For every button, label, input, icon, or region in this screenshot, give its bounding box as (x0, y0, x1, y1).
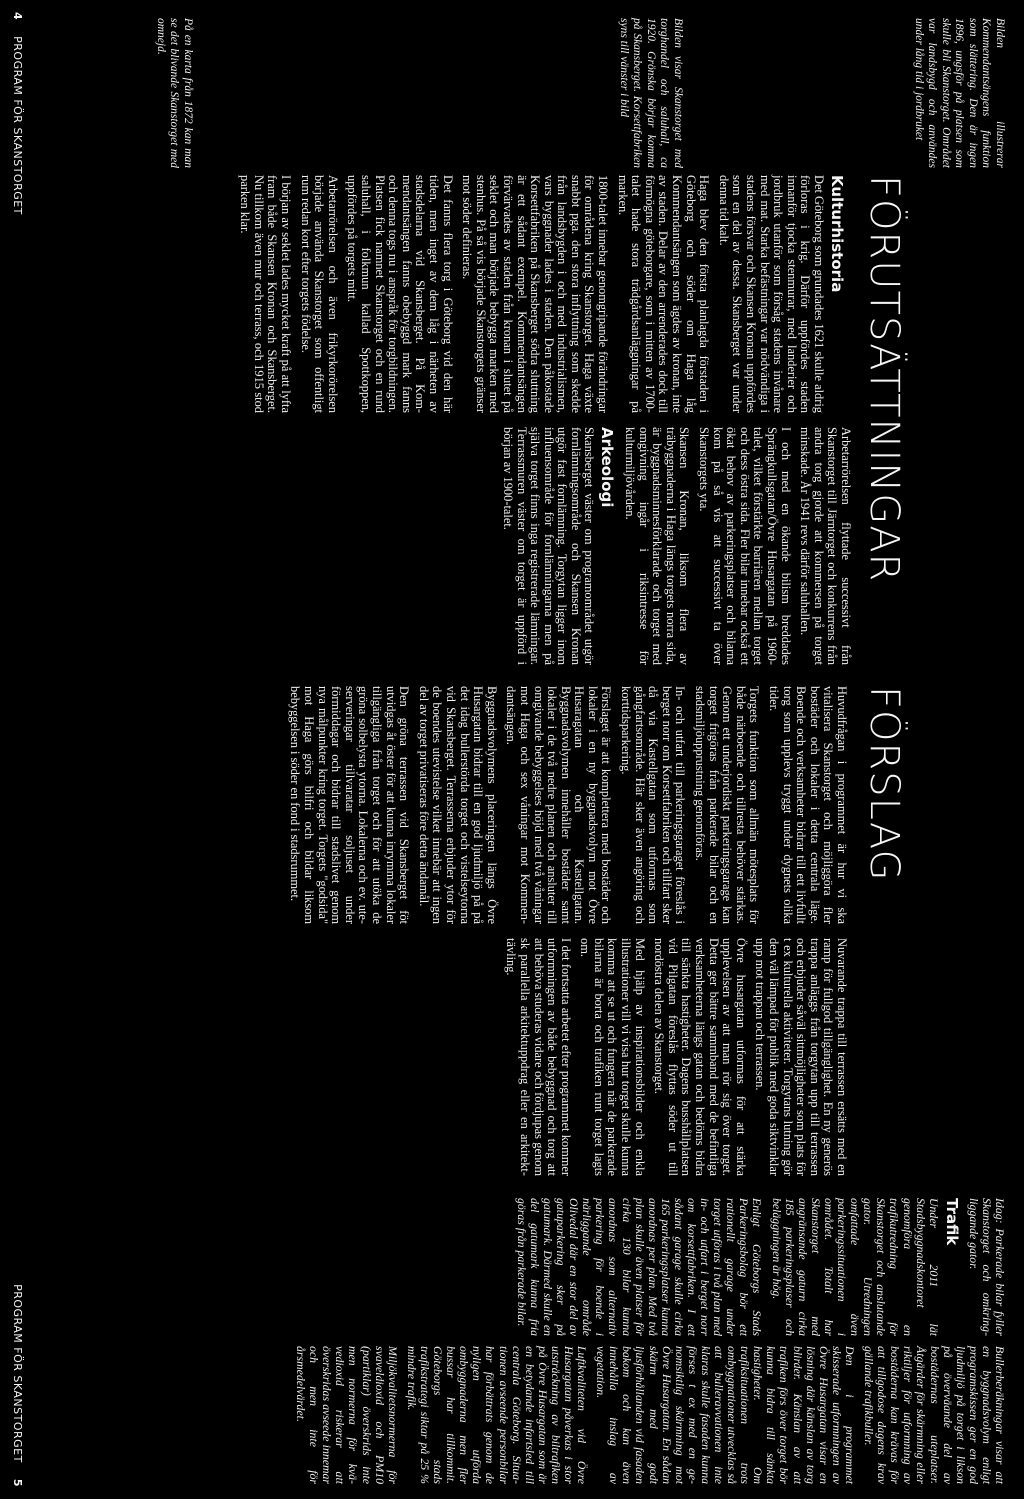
footer-label-right: PROGRAM FÖR SKANSTORGET (11, 1284, 24, 1463)
forutsattningar-col2 (494, 427, 852, 665)
paragraph: Det Göteborg som grundades 1621 skulle aldrig förloras i krig. Därför uppfördes staden innanför tjocka stenmurar, med landerier och jordbruk utanför som försåg stadens invånare med mat. Starka befästningar var nödvändiga i stadens försvar och Skansen Kronan uppfördes som en del av dessa. Skansberget var under denna tid kalt. (716, 175, 826, 413)
paragraph: Under 2011 lät Stadsbyggnadskontoret genomföra en trafikutredning för Skanstorget och anslutande gator. Utredningen omfattade även parkeringssituationen i området. Totalt har Skanstorget med angränsande gaturn cirka 185 parkeringsplaser och beläggningen är hög. (769, 1198, 941, 1336)
footer-right (11, 1284, 24, 1499)
paragraph: Torgets funktion som allmän mötesplats för både närboende och tillresta behöver stärkas. Genom ett underjordiskt parkeringsgarage kan torget frigöras från parkerade bilar och en stadsmiljöupprustning genomföras. (693, 686, 762, 924)
page-number-right: 5 (11, 1478, 24, 1487)
kulturhistoria-heading: Kulturhistoria (828, 175, 846, 293)
footer-label-left: PROGRAM FÖR SKANSTORGET (11, 36, 24, 215)
paragraph: Nuvarande trappa till terrassen ersätts med en ramp för fullgod tillgänglighet. En ny generös trappa anläggs från torgytan upp till terrassen och erbjuder såväl sittmöjligheter som plats för t ex kulturella aktiviteter. Torgytans lutning gör den väl lämpad för publik med goda siktvinklar upp mot trappan och terrassen. (753, 938, 849, 1176)
forutsattningar-col1 (232, 175, 852, 413)
paragraph: Haga blev den första planlagda förstaden i Göteborg och söder om Haga låg Kommendantsängen som ägdes av kronan, inte av staden. Delar av den arrenderades dock till förmögna göteborgare, som i mitten av 1700-talet hade stora trädgårdsanläggningar på marken. (615, 175, 712, 413)
caption-kommendantsangen: Bilden illustrerar Kommendantsängens funktion som slättering. Den är ingen 1896, ungsför på platsen som skulle bli Skanstorget. Området var landsbygd och användes under lång tid i jordbruket (913, 18, 1006, 168)
paragraph: I och med en ökande bilism breddades Sprängkullsgatan/Övre Husargatan på 1960-talet, vilket förstärkte barriären mellan torget och dess östra sida. Fler bilar innebar också ett ökat behov av parkeringsplatser och bilarna kom på så vis att successivt ta över Skanstorgets yta. (697, 427, 793, 665)
paragraph: Miljökvalitetsnormerna för svaveldioxid och PM10 (partiklar) överskrids inte men normerna för kvävedioxid riskerar att överskridas avseede innemar och men inte för årsmedelvärdet. (294, 1346, 400, 1484)
paragraph: Förslaget är att komplettera med bostäder och lokaler i en ny byggnadsvolym mot Övre Husaragatan och Kastellgatan. Byggnadsvolymen innehåller bostäder samt lokaler i de två nedre planen och ansluter till omgivande bebyggelses höjd med två våningar mot Haga och sex våningar mot Kommendantsängen. (504, 686, 614, 924)
paragraph: Bullerberäkningar visar att en byggnadsvolym enligt programskissen ger en god ljudmiljö på torget i likson på överväande del av bostädernas uteplatser. Åtgärder för skärmning eller riktiljer för utformning av bostäderna kan krävas för att tillgodose dagens krav gällande trafikbuller. (862, 1346, 1007, 1484)
paragraph: Arbetarrörelsen och även frikyrkorörelsen började använda Skanstorget som offentligt rum redan kort efter torgets födelse. (298, 175, 340, 413)
paragraph: I det fortsatta arbetet efter programmet kommer utformningen av både bebyggnad och torg att att behöva studeras vidare och fördjupas genom sk parallella arkitektuppdrag eller en arkitekttävling. (504, 938, 573, 1176)
paragraph: Skansberget väster om programområdet utgör fornlämningsområde och Skansen Kronan utgör fast fornlämning. Torgytan ligger inom influensområde för fornlämningarna men på själva torget finns inga registrerade lämningar. Terrassmuren väster om torget är uppförd i början av 1900-talet. (500, 427, 597, 665)
paragraph: I början av seklet lades mycket kraft på att lyfta fram både Skansen Kronan och Skansberget. Nu tillkom även mur och terrass, och 1915 stod parken klar. (238, 175, 294, 413)
paragraph: Den i programmet skisserade utformningen av Övre Husargatan visar en lösning där känslan av torg blirder. Känslan av att trafiken förs över torget bör kunna bidra till sänkta hastigheter. Om trafiksituationen trots ombyggnationer utvecklas så att bulleravvationen inte klaras skulle fasaden kunna förses t ex med en genomsiktlig skärmning mot Övre Husargatan. En sådan skärm med godt ljusförhållanden vid fasaden bakom och kan även innehålla inslag av vegetation. (594, 1346, 857, 1484)
paragraph: Arbetarrörelsen flyttade successivt från Skanstorget till Järntorget och konkurrens från andra torg gjorde att kommersen på torget minskade. År 1941 revs därför saluhallen. (798, 427, 853, 665)
arkeologi-heading: Arkeologi (598, 427, 617, 508)
paragraph: Med hjälp av inspirationsbilder och enkla illustrationer vill vi visa hur torget skulle kunna komma att se ut och fungera när de parkerade bilarna är borta och trafiken runt torget lagts om. (578, 938, 647, 1176)
paragraph: 1800-talet innebar genomgripande förändringar för områdena kring Skanstorget. Haga växte snabbt pga. den stora inflyttning som skedde från landsbygden i och med industrialismen, vars byggnader lades i staden. Den påkostade Korsettfabriken på Skansberget södra sluttning är ett sådant exempel. Kommendantsängen förvärvades av staden från kronan i slutet på seklet och man började bebygga marken med stenhus. På så vis började Skanstorgets gränser mot söder definieras. (460, 175, 611, 413)
paragraph: Skansen Kronan, liksom flera av träbyggnaderna i Haga längs torgets norra sida, är byggnadsminnesförklarade och torget med omgivning ingår i riksintresse för kulturmiljövården. (623, 427, 692, 665)
paragraph: Byggnadsvolymens placeringen längs Övre Husargatan bidrar till en god ljudmiljö på på det idag bullerstörda torget och vistelseytorna vid Skansberget. Terrasserna erbjuder ytor för de boendes utevistelse vilket innebär att ingen del av torget privatiseras före detta ändamål. (416, 686, 499, 924)
trafik-col2 (288, 1346, 1006, 1484)
paragraph: Idag: Parkerade bilar fyller Skanstorget och omkringliggande gator. (966, 1198, 1007, 1336)
caption-saluhall: Bilden visar Skanstorget med torghandel och saluhall, ca 1920. Grönska börjar komma på Skansberget. Korsettfabriken syns till vänster i bild (618, 18, 684, 168)
paragraph: Den gröna terrassen vid Skansberget föt utvidgas åt öster för att kunna inrymma lokaler tillgängliga från torget och för att utöka de gröna solbelysta ytorna. Lokalerna och ev. uteserveringar tillvaratar soljuset under förmiddagar och bidrar till stadslivet genom nya målpunkter kring torget. Torgets "godsida" mot Haga görs bilfri och bildar liksom bebyggelsen i söder en fond i stadsrummet. (288, 686, 412, 924)
forslag-title: FÖRSLAG (861, 686, 907, 882)
page-number-left: 4 (11, 12, 24, 21)
paragraph: Övre husargatan utformas för att stärka upplevelsen av att man rör sig över torget. Detta ger bättre sammband med de befintliga verksamheterna längs gatan och bedöms bidra till sänkta hastigheter. Dagens busshållplatsen vid Pilgatan föreslås flyttas söder ut till nordöstra delen av Skanstorget. (652, 938, 748, 1176)
trafik-heading: Trafik (942, 1198, 961, 1246)
forslag-col2 (498, 938, 848, 1176)
paragraph: Luftkvaliteten vid Övre Husargatan påverkas i stor utsträckning av biltrafiken på Övre Husargatan som är en betydande infartsled till centrala Göteborg. Situationen avseende personbilar har förbättrats genom de nyligen utförda ombyggnaderna men fler bussar har tillkommit. Göteborgs stads trafikstrategi siktar på 25 % mindre trafik. (404, 1346, 590, 1484)
forutsattningar-title: FÖRUTSÄTTNINGAR (861, 175, 907, 583)
paragraph: Det fanns flera torg i Göteborg vid den här tiden, men inget av dem låg i närheten av stadsdelarna vid Skansberget. På Kommendantsängen fanns obebyggd mark fanns och denna togs nu i anspråk för torgbildningen. Platsen fick namnet Skanstorget och en rund saluhall, i folkmun kallad Spottkoppen, uppfördes på torgets mitt. (345, 175, 455, 413)
paragraph: Huvudfrågan i programmet är hur vi ska vitalisera Skanstorget och möjliggöra fler bostäder och lokaler i detta centrala läge. Boende och verksamheter bidrar till ett livfullt torg som upplevs tryggt under dygnets olika tider. (767, 686, 849, 924)
footer-left (11, 0, 24, 215)
paragraph: Enligt Göteborgs Stads Parkeringsbolag bör ett rationellt garage under torget utföras i två plan med in- och utfart i berget norr om korsettfabriken. I ett sådant garage skulle cirka 165 parkeringsplatser kunna anordnas per plan. Med två plan skulle även platser för cirka 130 bilar kunna anordnas som alternativ parkering för boende i närliggande område Olivedal där en stor del av gatuparkering sker på gatumark. Därmed skulle en del gatumark kunna fria göras från parkerade bilar. (514, 1198, 765, 1336)
caption-karta-1872: På en karta från 1872 kan man se det blivande Skanstorget med omnejd. (155, 18, 194, 168)
paragraph: In- och utfart till parkeringsgaraget föreslås i berget norr om Korsettfabriken och tillfart sker då via Kastellgatan som utformas som gångfartsområde. Här sker även angöring och korttidsparkering. (619, 686, 688, 924)
forslag-col1 (282, 686, 848, 924)
trafik-col1 (509, 1198, 1006, 1336)
